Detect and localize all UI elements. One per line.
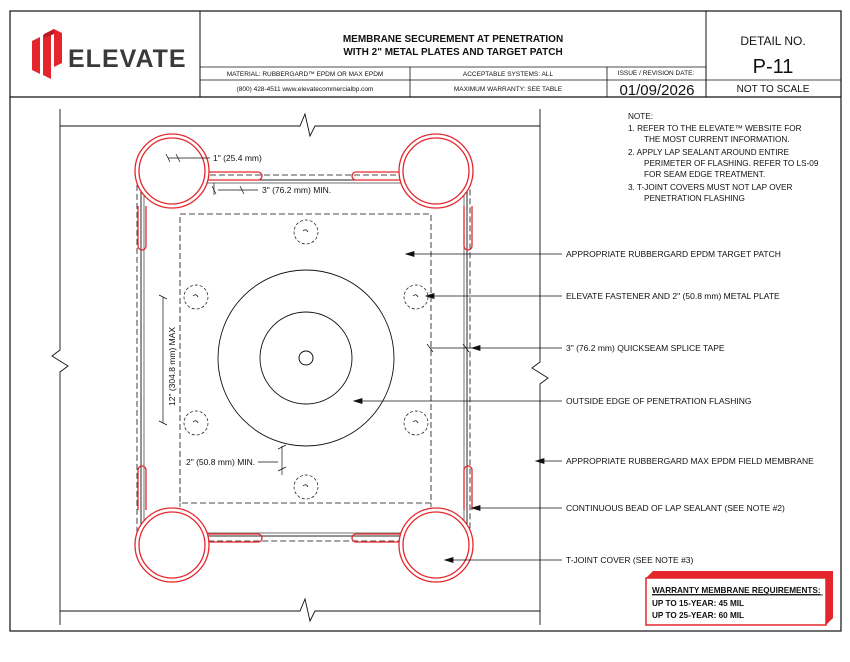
fastener-plate [184, 411, 208, 435]
note-line: THE MOST CURRENT INFORMATION. [644, 135, 790, 144]
fastener-plate [404, 285, 428, 309]
issue-date: 01/09/2026 [619, 82, 695, 99]
t-joint-covers [135, 134, 473, 582]
notes-block [628, 112, 819, 203]
dim-lap-1in: 1" (25.4 mm) [213, 153, 262, 163]
warranty-25-year: UP TO 25-YEAR: 60 MIL [652, 611, 745, 620]
detail-number: P-11 [752, 56, 794, 78]
fastener-centers [193, 230, 418, 487]
brand-name: ELEVATE [68, 45, 187, 73]
callout-t-joint-cover: T-JOINT COVER (SEE NOTE #3) [566, 555, 694, 565]
note-line: 2. APPLY LAP SEALANT AROUND ENTIRE [628, 148, 789, 157]
acceptable-systems: ACCEPTABLE SYSTEMS: ALL [462, 71, 554, 78]
issue-date-label: ISSUE / REVISION DATE: [617, 70, 695, 77]
note-line: PERIMETER OF FLASHING. REFER TO LS-09 [644, 159, 819, 168]
material-spec: MATERIAL: RUBBERGARD™ EPDM OR MAX EPDM [226, 71, 384, 78]
scale-note: NOT TO SCALE [736, 84, 810, 95]
elevate-logo-icon [32, 29, 62, 79]
detail-title-line2: WITH 2" METAL PLATES AND TARGET PATCH [343, 47, 563, 58]
callout-lap-sealant: CONTINUOUS BEAD OF LAP SEALANT (SEE NOTE #2) [566, 503, 785, 513]
lap-sealant-bead [138, 172, 472, 542]
warranty-heading: WARRANTY MEMBRANE REQUIREMENTS: [652, 586, 821, 595]
callout-field-membrane: APPROPRIATE RUBBERGARD MAX EPDM FIELD MEMBRANE [566, 456, 814, 466]
fastener-plate [294, 220, 318, 244]
t-joint-cover [135, 508, 209, 582]
note-line: 3. T-JOINT COVERS MUST NOT LAP OVER [628, 183, 793, 192]
note-line: FOR SEAM EDGE TREATMENT. [644, 170, 766, 179]
dim-min-3in: 3" (76.2 mm) MIN. [262, 185, 332, 195]
contact-info: (800) 428-4511 www.elevatecommercialbp.com [236, 86, 374, 93]
warranty-box [646, 571, 833, 625]
t-joint-cover-outline [137, 175, 470, 541]
callout-splice-tape: 3" (76.2 mm) QUICKSEAM SPLICE TAPE [566, 343, 725, 353]
fastener-plate [294, 475, 318, 499]
warranty-15-year: UP TO 15-YEAR: 45 MIL [652, 599, 745, 608]
dim-max-12in: 12" (304.8 mm) MAX [167, 326, 177, 406]
t-joint-cover [135, 134, 209, 208]
callout-flashing-edge: OUTSIDE EDGE OF PENETRATION FLASHING [566, 396, 752, 406]
note-line: PENETRATION FLASHING [644, 194, 745, 203]
fastener-plate [404, 411, 428, 435]
t-joint-cover [399, 508, 473, 582]
penetration-flashing [218, 270, 394, 446]
splice-tape-inner-edge [144, 183, 464, 533]
title-block [10, 11, 841, 99]
fastener-plate [184, 285, 208, 309]
detail-no-label: DETAIL NO. [740, 34, 806, 48]
notes-heading: NOTE: [628, 112, 654, 121]
callout-fastener-plate: ELEVATE FASTENER AND 2" (50.8 mm) METAL PLATE [566, 291, 780, 301]
note-line: 1. REFER TO THE ELEVATE™ WEBSITE FOR [628, 124, 802, 133]
splice-tape-outer-edge [141, 180, 467, 536]
t-joint-cover [399, 134, 473, 208]
max-warranty: MAXIMUM WARRANTY: SEE TABLE [453, 86, 563, 93]
detail-title-line1: MEMBRANE SECUREMENT AT PENETRATION [342, 34, 564, 45]
dim-min-2in: 2" (50.8 mm) MIN. [186, 457, 256, 467]
callout-target-patch: APPROPRIATE RUBBERGARD EPDM TARGET PATCH [566, 249, 781, 259]
